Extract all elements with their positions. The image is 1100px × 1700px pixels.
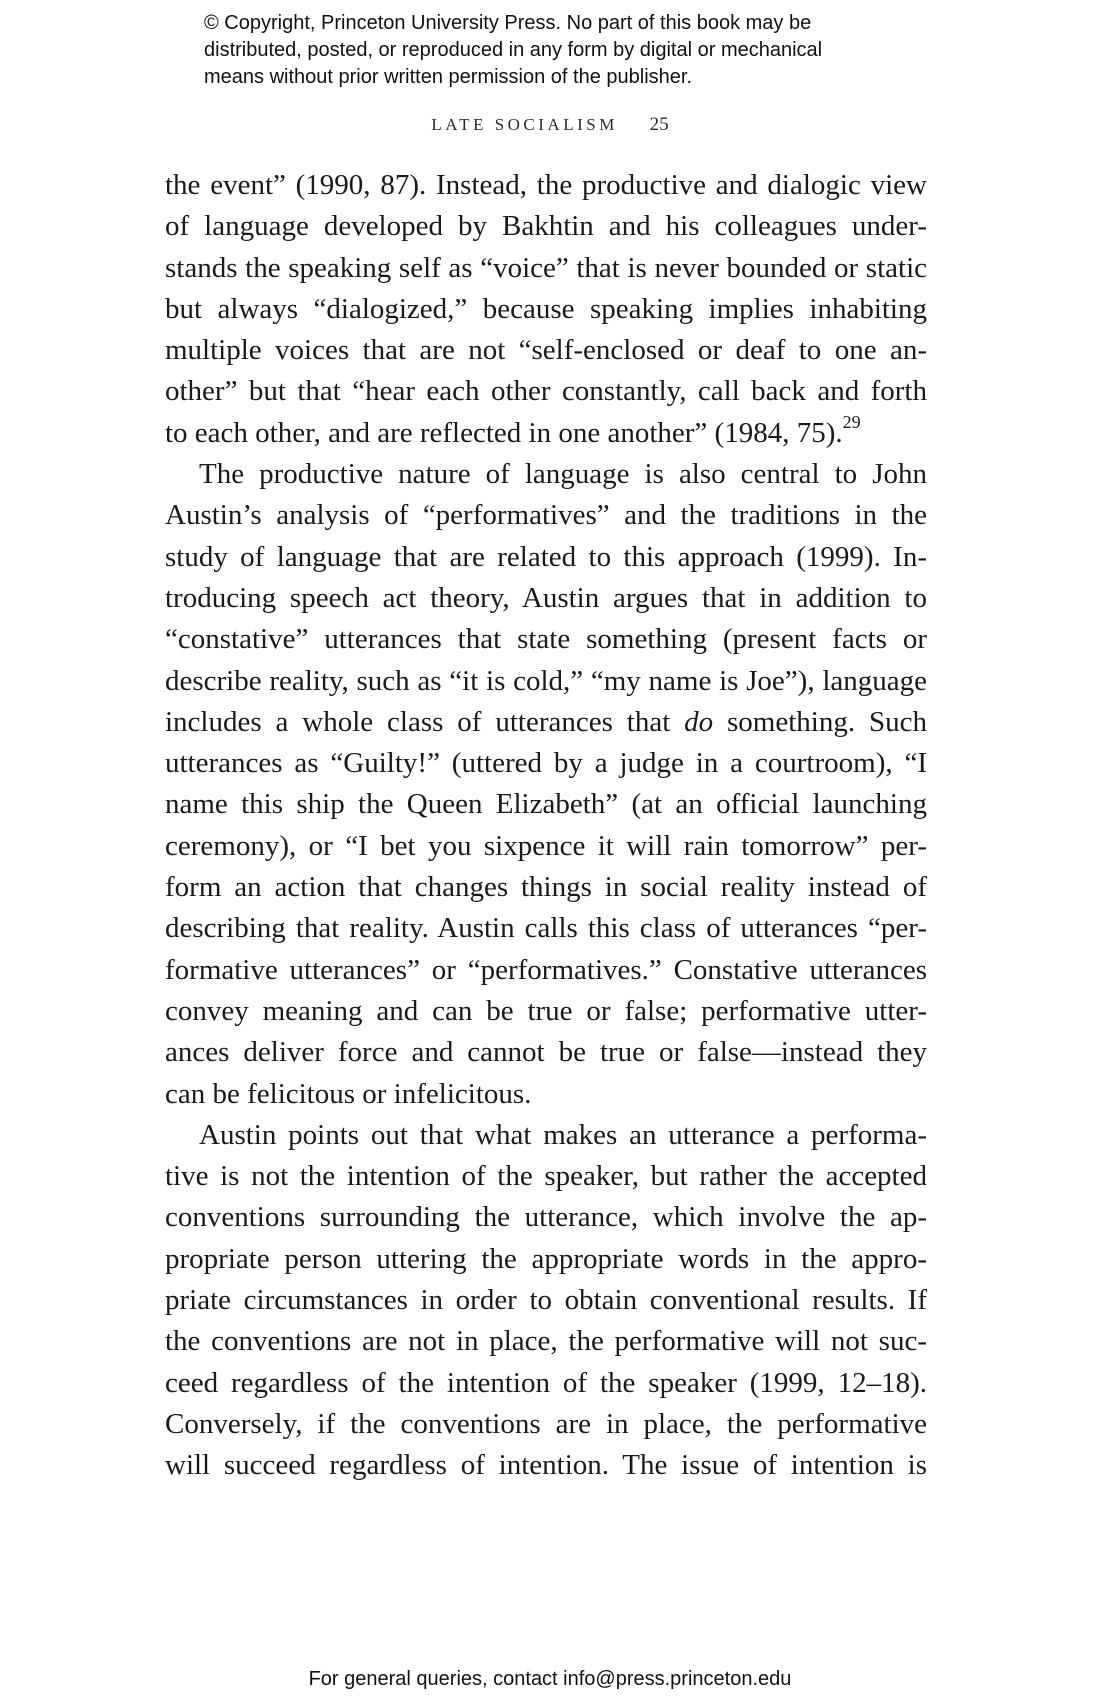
text-line: describing that reality. Austin calls this class of utterances “per- xyxy=(165,912,927,945)
text-line: other” but that “hear each other constantly, call back and forth xyxy=(165,375,927,408)
text-line: describe reality, such as “it is cold,” “my name is Joe”), language xyxy=(165,664,927,697)
copyright-line: means without prior written permission of the publisher. xyxy=(204,66,693,88)
text-line: convey meaning and can be true or false; performative utter- xyxy=(165,994,927,1027)
text-line: the conventions are not in place, the performative will not suc- xyxy=(165,1325,927,1358)
body-text xyxy=(165,165,927,1487)
text-line: Austin points out that what makes an utterance a performa- xyxy=(199,1118,927,1151)
text-line: but always “dialogized,” because speaking implies inhabiting xyxy=(165,292,927,325)
text-line: utterances as “Guilty!” (uttered by a judge in a courtroom), “I xyxy=(165,747,927,780)
text-line: form an action that changes things in social reality instead of xyxy=(165,871,927,904)
text-line: study of language that are related to this approach (1999). In- xyxy=(165,540,927,573)
copyright-notice xyxy=(204,10,924,91)
text-line: Austin’s analysis of “performatives” and the traditions in the xyxy=(165,499,927,532)
text-line: ceremony), or “I bet you sixpence it will rain tomorrow” per- xyxy=(165,829,927,862)
text-line: propriate person uttering the appropriate words in the appro- xyxy=(165,1242,927,1275)
text-line: will succeed regardless of intention. The issue of intention is xyxy=(165,1449,927,1482)
text-line-content: something. Such xyxy=(713,705,927,738)
text-line xyxy=(165,413,927,454)
paragraph-1 xyxy=(165,165,927,454)
text-line: ances deliver force and cannot be true or false—instead they xyxy=(165,1036,927,1069)
paragraph-2 xyxy=(165,454,927,1115)
text-line: ceed regardless of the intention of the speaker (1999, 12–18). xyxy=(165,1366,927,1399)
text-line: can be felicitous or infelicitous. xyxy=(165,1077,532,1110)
text-line: formative utterances” or “performatives.” Constative utterances xyxy=(165,953,927,986)
text-line: The productive nature of language is also central to John xyxy=(199,458,927,491)
text-line: troducing speech act theory, Austin argues that in addition to xyxy=(165,581,927,614)
text-line-content: to each other, and are reflected in one another” (1984, 75). xyxy=(165,416,843,449)
text-line: stands the speaking self as “voice” that is never bounded or static xyxy=(165,251,927,284)
page-number: 25 xyxy=(649,114,669,135)
footer-contact: For general queries, contact info@press.princeton.edu xyxy=(308,1668,792,1690)
copyright-line: distributed, posted, or reproduced in any form by digital or mechanical xyxy=(204,39,823,61)
footnote-reference[interactable]: 29 xyxy=(842,411,861,432)
text-line: Conversely, if the conventions are in place, the performative xyxy=(165,1407,927,1440)
text-line: the event” (1990, 87). Instead, the productive and dialogic view xyxy=(165,169,927,201)
text-line: “constative” utterances that state something (present facts or xyxy=(165,623,927,656)
italic-emphasis: do xyxy=(684,705,714,738)
text-line: conventions surrounding the utterance, which involve the ap- xyxy=(165,1201,927,1234)
text-line: priate circumstances in order to obtain conventional results. If xyxy=(165,1284,927,1317)
text-line: name this ship the Queen Elizabeth” (at an official launching xyxy=(165,788,927,821)
text-line xyxy=(165,702,927,743)
text-line: multiple voices that are not “self-enclosed or deaf to one an- xyxy=(165,334,927,367)
copyright-line: © Copyright, Princeton University Press. No part of this book may be xyxy=(204,12,812,34)
text-line-content: includes a whole class of utterances that xyxy=(165,705,671,738)
running-head xyxy=(0,114,1100,136)
text-line: of language developed by Bakhtin and his colleagues under- xyxy=(165,210,927,243)
paragraph-3 xyxy=(165,1115,927,1487)
chapter-title: LATE SOCIALISM xyxy=(431,115,618,134)
text-line: tive is not the intention of the speaker, but rather the accepted xyxy=(165,1160,927,1193)
